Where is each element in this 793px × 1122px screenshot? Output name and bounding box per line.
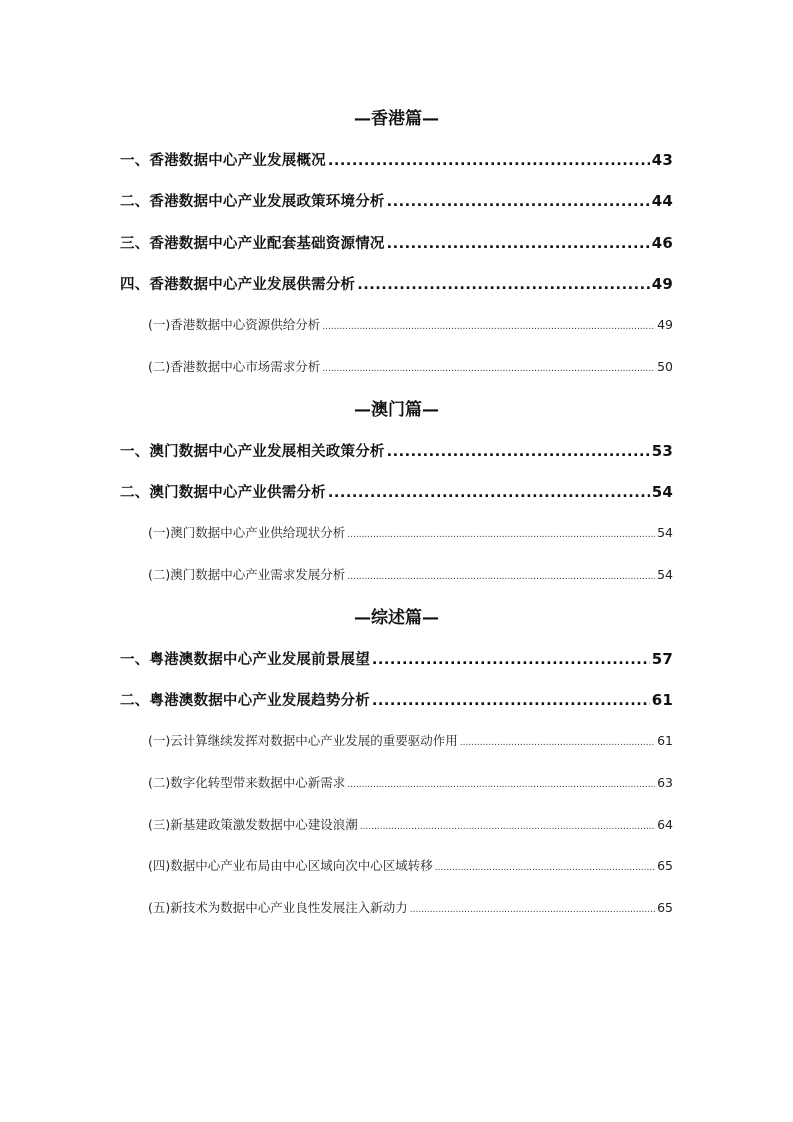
- toc-entry-label: 二、澳门数据中心产业供需分析: [120, 485, 326, 501]
- leader-dots: [387, 192, 650, 212]
- toc-subentry[interactable]: [148, 816, 673, 836]
- toc-subentry[interactable]: [148, 774, 673, 794]
- toc-entry[interactable]: [120, 233, 673, 254]
- toc-subentry[interactable]: [148, 316, 673, 336]
- toc-entry-label: 一、澳门数据中心产业发展相关政策分析: [120, 444, 385, 460]
- toc-entry-label: 四、香港数据中心产业发展供需分析: [120, 277, 356, 293]
- toc-entry-page: 49: [651, 275, 673, 293]
- toc-entry[interactable]: [120, 649, 673, 670]
- leader-dots: [347, 776, 655, 794]
- toc-entry[interactable]: [120, 274, 673, 295]
- toc-entry-page: 44: [651, 192, 673, 210]
- toc-entry-page: 65: [657, 900, 673, 915]
- toc-entry-page: 46: [651, 234, 673, 252]
- toc-entry-label: 三、香港数据中心产业配套基础资源情况: [120, 236, 385, 252]
- leader-dots: [328, 483, 650, 503]
- toc-entry-label: (四)数据中心产业布局由中心区域向次中心区域转移: [148, 858, 433, 873]
- leader-dots: [387, 442, 650, 462]
- toc-entry-label: 一、粤港澳数据中心产业发展前景展望: [120, 652, 370, 668]
- toc-subentry[interactable]: [148, 857, 673, 877]
- toc-entry-label: 二、粤港澳数据中心产业发展趋势分析: [120, 693, 370, 709]
- toc-entry-page: 54: [651, 483, 673, 501]
- toc-entry-label: (二)香港数据中心市场需求分析: [148, 359, 321, 374]
- leader-dots: [357, 275, 650, 295]
- toc-subentry[interactable]: [148, 524, 673, 544]
- toc-entry-label: (一)香港数据中心资源供给分析: [148, 317, 321, 332]
- toc-entry-label: (一)澳门数据中心产业供给现状分析: [148, 525, 346, 540]
- toc-subentry[interactable]: [148, 566, 673, 586]
- leader-dots: [387, 234, 650, 254]
- leader-dots: [460, 734, 655, 752]
- leader-dots: [347, 526, 655, 544]
- section-heading-hongkong: —香港篇—: [354, 109, 439, 129]
- toc-entry-page: 63: [657, 775, 673, 790]
- toc-entry[interactable]: [120, 150, 673, 171]
- leader-dots: [410, 901, 655, 919]
- toc-entry-page: 49: [657, 317, 673, 332]
- toc-entry-label: 一、香港数据中心产业发展概况: [120, 153, 326, 169]
- leader-dots: [372, 691, 650, 711]
- section-heading-overview: —综述篇—: [354, 608, 439, 628]
- toc-entry[interactable]: [120, 690, 673, 711]
- leader-dots: [435, 859, 655, 877]
- leader-dots: [328, 151, 650, 171]
- toc-entry-page: 65: [657, 858, 673, 873]
- toc-entry-label: (一)云计算继续发挥对数据中心产业发展的重要驱动作用: [148, 733, 458, 748]
- leader-dots: [372, 650, 650, 670]
- toc-entry-label: (五)新技术为数据中心产业良性发展注入新动力: [148, 900, 408, 915]
- toc-entry-label: (二)澳门数据中心产业需求发展分析: [148, 567, 346, 582]
- toc-entry-page: 64: [657, 817, 673, 832]
- toc-entry[interactable]: [120, 482, 673, 503]
- toc-entry-label: (三)新基建政策激发数据中心建设浪潮: [148, 817, 358, 832]
- leader-dots: [347, 568, 655, 586]
- toc-entry-page: 57: [651, 650, 673, 668]
- toc-entry-page: 54: [657, 525, 673, 540]
- toc-subentry[interactable]: [148, 358, 673, 378]
- toc-subentry[interactable]: [148, 899, 673, 919]
- toc-subentry[interactable]: [148, 732, 673, 752]
- toc-entry-page: 50: [657, 359, 673, 374]
- toc-entry-page: 61: [657, 733, 673, 748]
- section-heading-macau: —澳门篇—: [354, 400, 439, 420]
- toc-entry-label: (二)数字化转型带来数据中心新需求: [148, 775, 346, 790]
- toc-entry-page: 53: [651, 442, 673, 460]
- toc-entry-page: 43: [651, 151, 673, 169]
- toc-entry[interactable]: [120, 191, 673, 212]
- leader-dots: [322, 360, 655, 378]
- toc-entry-page: 54: [657, 567, 673, 582]
- leader-dots: [360, 818, 655, 836]
- toc-entry[interactable]: [120, 441, 673, 462]
- leader-dots: [322, 318, 655, 336]
- toc-entry-label: 二、香港数据中心产业发展政策环境分析: [120, 194, 385, 210]
- toc-entry-page: 61: [651, 691, 673, 709]
